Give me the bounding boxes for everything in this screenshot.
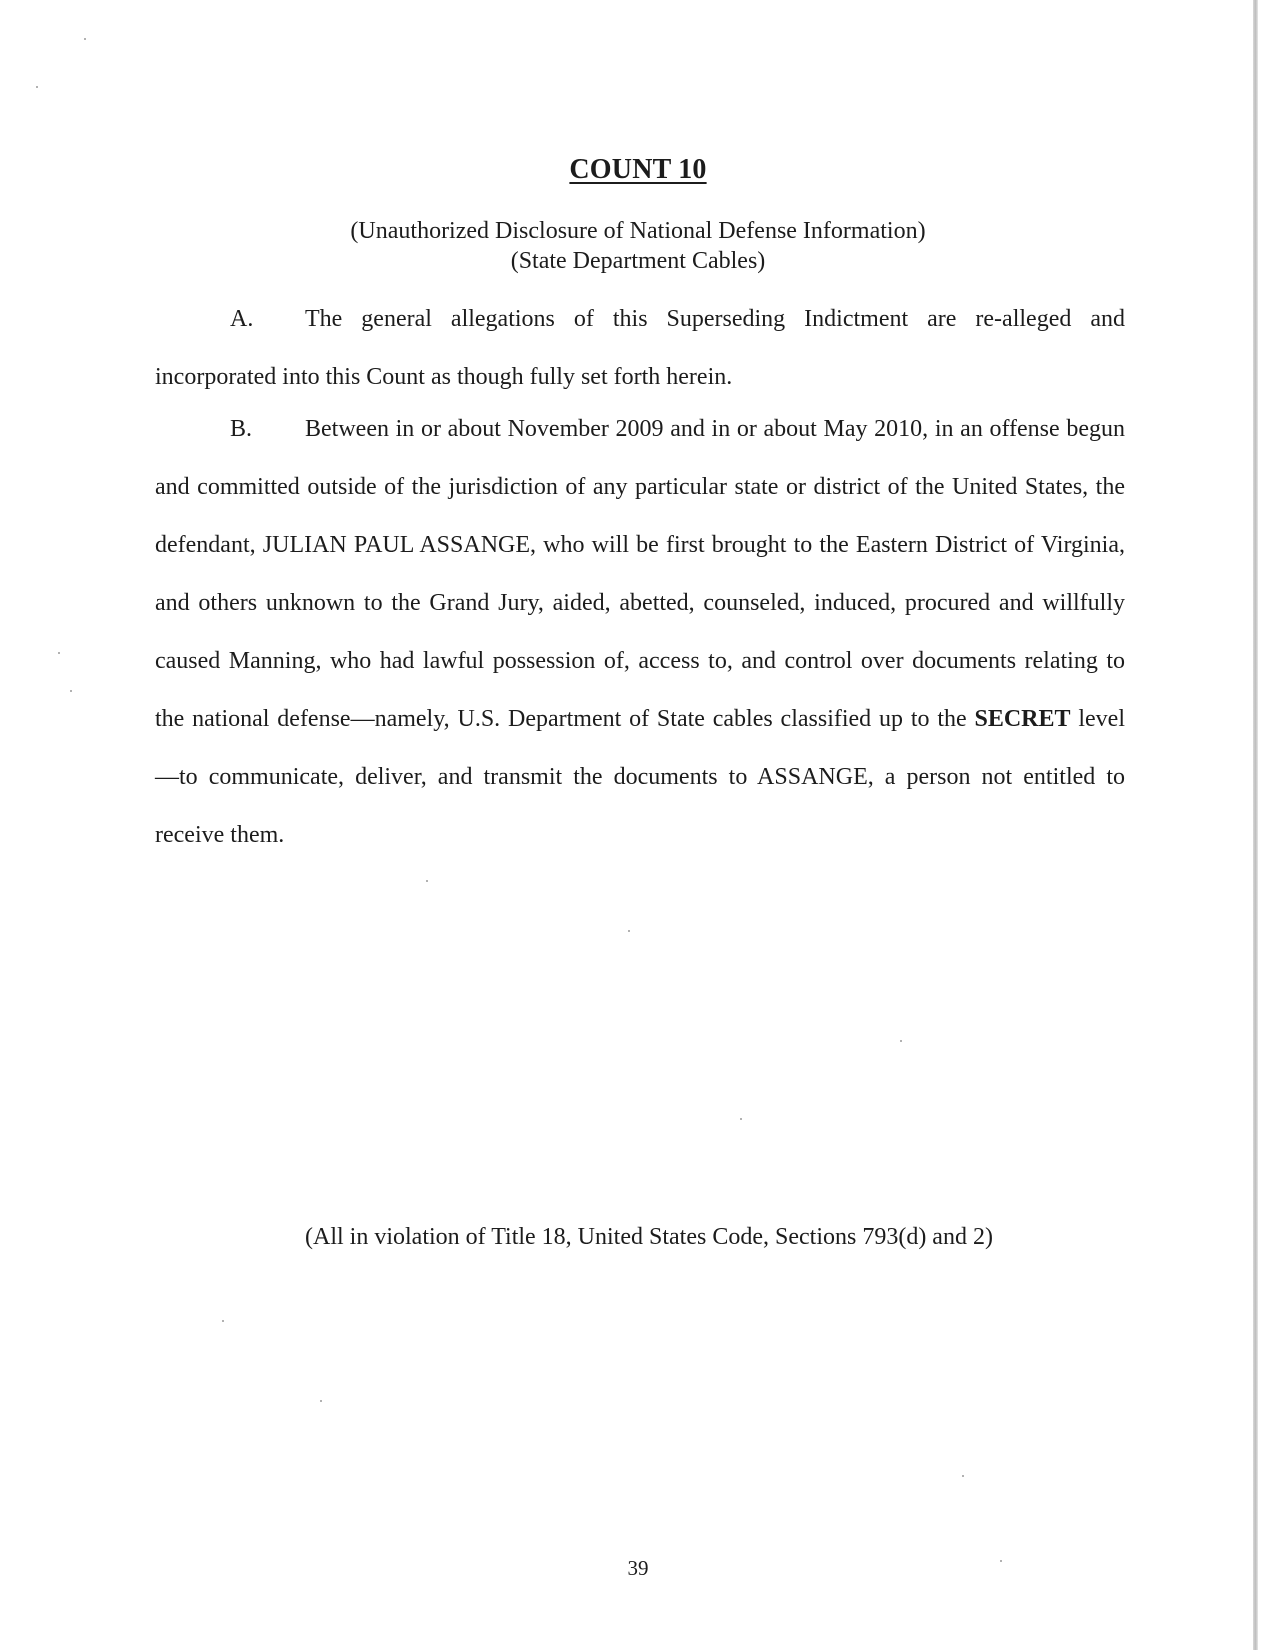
paragraph-b-marker: B.	[230, 416, 253, 442]
scan-speck	[320, 1400, 322, 1402]
paragraph-b	[155, 400, 1125, 864]
scan-speck	[740, 1118, 742, 1120]
scan-speck	[962, 1475, 964, 1477]
count-title: COUNT 10	[569, 154, 707, 185]
scan-speck	[36, 86, 38, 88]
paragraph-b-text-part1: Between in or about November 2009 and in or about May 2010, in an offense begun and committed outside of the jurisdiction of any particular state or district of the United States, the defendant, JULIAN PAUL ASSANGE, who will be first brought to the Eastern District of Virginia, and others unknown to the Grand Jury, aided, abetted, counseled, induced, procured and willfully caused Manning, who had lawful possession of, access to, and control over documents relating to the national defense—namely, U.S. Department of State cables classified up to the	[155, 416, 1125, 732]
paragraph-b-text-part2: level—to communicate, deliver, and transmit the documents to ASSANGE, a person not entitled to receive them.	[155, 706, 1126, 848]
count-subtitle-offense: (Unauthorized Disclosure of National Defense Information)	[350, 218, 926, 244]
scan-speck	[70, 690, 72, 692]
paragraph-b-classification: SECRET	[974, 706, 1071, 732]
scan-speck	[628, 930, 630, 932]
paragraph-a-text: The general allegations of this Superseding Indictment are re-alleged and incorporated into this Count as though fully set forth herein.	[155, 306, 1125, 390]
paragraph-a-marker: A.	[230, 306, 254, 332]
page-number: 39	[627, 1556, 649, 1580]
scan-speck	[58, 652, 60, 654]
scan-speck	[900, 1040, 902, 1042]
statute-violation-line: (All in violation of Title 18, United States Code, Sections 793(d) and 2)	[305, 1224, 993, 1250]
paragraph-a	[155, 290, 1125, 406]
scan-speck	[222, 1320, 224, 1322]
count-subtitle-subject: (State Department Cables)	[510, 248, 766, 274]
scan-speck	[426, 880, 428, 882]
scan-speck	[84, 38, 86, 40]
